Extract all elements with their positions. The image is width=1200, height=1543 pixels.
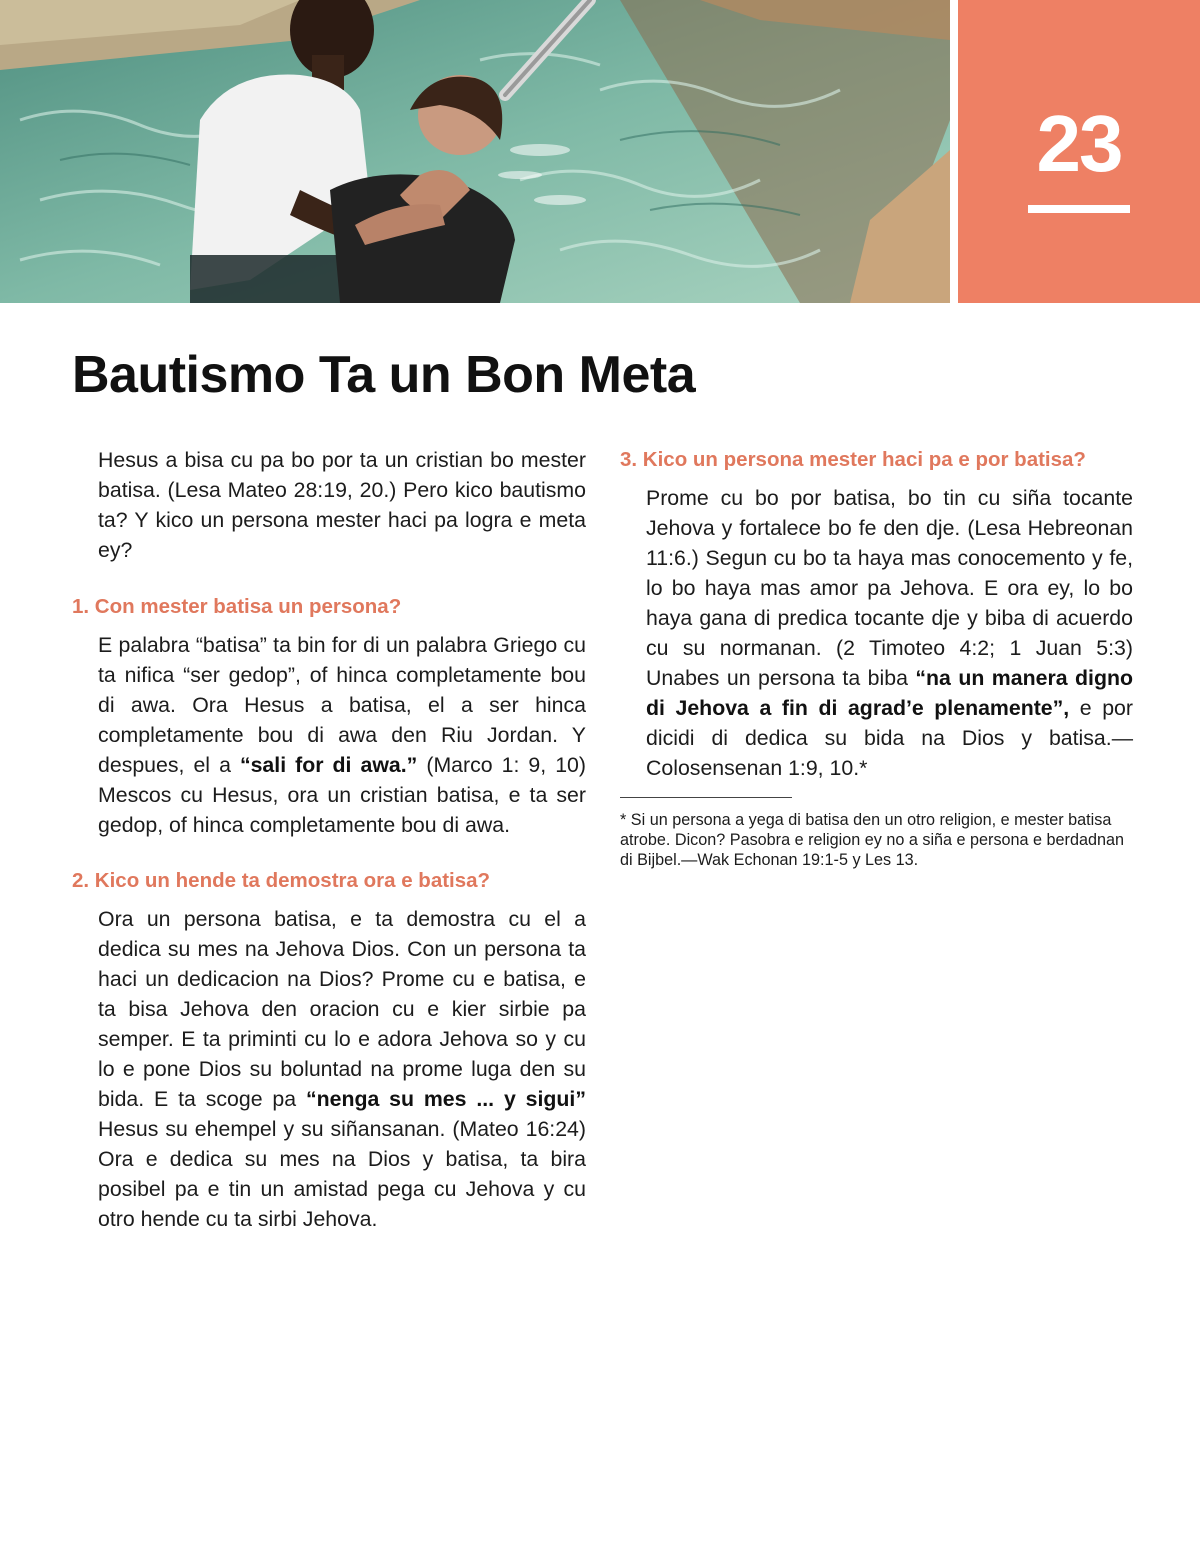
answer-text: Ora un persona batisa, e ta demostra cu el a dedica su mes na Jehova Dios. Con un persona ta haci un dedicacion na Dios? Prome cu e batisa, e ta bisa Jehova den oracion cu e kier sirbie pa semper. E ta priminti cu lo e adora Jehova so y cu lo e pone Dios su boluntad na prome luga den su bida. E ta scoge pa: [98, 907, 586, 1111]
footnote: * Si un persona a yega di batisa den un otro religion, e mester batisa atrobe. Dicon? Pasobra e religion ey no a siña e persona e berdadnan di Bijbel.—Wak Echonan 19:1-5 y Les 13.: [620, 811, 1124, 869]
page-title: Bautismo Ta un Bon Meta: [72, 346, 696, 404]
right-column: [620, 445, 1133, 870]
header-photo: [0, 0, 950, 303]
baptism-photo-illustration: [0, 0, 950, 303]
intro-paragraph: Hesus a bisa cu pa bo por ta un cristian bo mester batisa. (Lesa Mateo 28:19, 20.) Pero kico bautismo ta? Y kico un persona mester haci pa logra e meta ey?: [98, 448, 586, 562]
question-heading-1: 1. Con mester batisa un persona?: [72, 595, 402, 618]
answer-text: e por dicidi di dedica su bida na Dios y batisa.—Colosensenan 1:9, 10.*: [646, 696, 1133, 780]
bold-quote: “sali for di awa.”: [239, 753, 418, 777]
answer-text: Hesus su ehempel y su siñansanan. (Mateo 16:24) Ora e dedica su mes na Dios y batisa, ta bira posibel pa e tin un amistad pega cu Jehova y cu otro hende cu ta sirbi Jehova.: [98, 1117, 586, 1231]
answer-paragraph-2: [98, 904, 586, 1234]
chapter-number: 23: [1036, 99, 1122, 188]
question-heading-3: 3. Kico un persona mester haci pa e por batisa?: [620, 448, 1086, 471]
bold-quote: “nenga su mes ... y sigui”: [305, 1087, 586, 1111]
answer-paragraph-1: [98, 630, 586, 840]
chapter-underline: [1028, 205, 1130, 213]
chapter-badge: [958, 0, 1200, 303]
answer-text: (Marco 1: 9, 10) Mescos cu Hesus, ora un cristian batisa, e ta ser gedop, of hinca completamente bou di awa.: [98, 753, 586, 837]
answer-text: E palabra “batisa” ta bin for di un palabra Griego cu ta nifica “ser gedop”, of hinca completamente bou di awa. Ora Hesus a batisa, el a ser hinca completamente bou di awa den Riu Jordan. Y despues, el a: [98, 633, 586, 777]
answer-paragraph-3: [646, 483, 1133, 783]
left-column: [72, 445, 586, 1234]
answer-text: Prome cu bo por batisa, bo tin cu siña tocante Jehova y fortalece bo fe den dje. (Lesa Hebreonan 11:6.) Segun cu bo ta haya mas conocemento y fe, lo bo haya mas amor pa Jehova. E ora ey, lo bo haya gana di predica tocante dje y biba di acuerdo cu su normanan. (2 Timoteo 4:2; 1 Juan 5:3) Unabes un persona ta biba: [646, 486, 1133, 690]
bold-quote: “na un manera digno di Jehova a fin di agrad’e plenamente”,: [646, 666, 1133, 720]
footnote-divider: [620, 797, 792, 798]
question-heading-2: 2. Kico un hende ta demostra ora e batisa?: [72, 869, 491, 892]
